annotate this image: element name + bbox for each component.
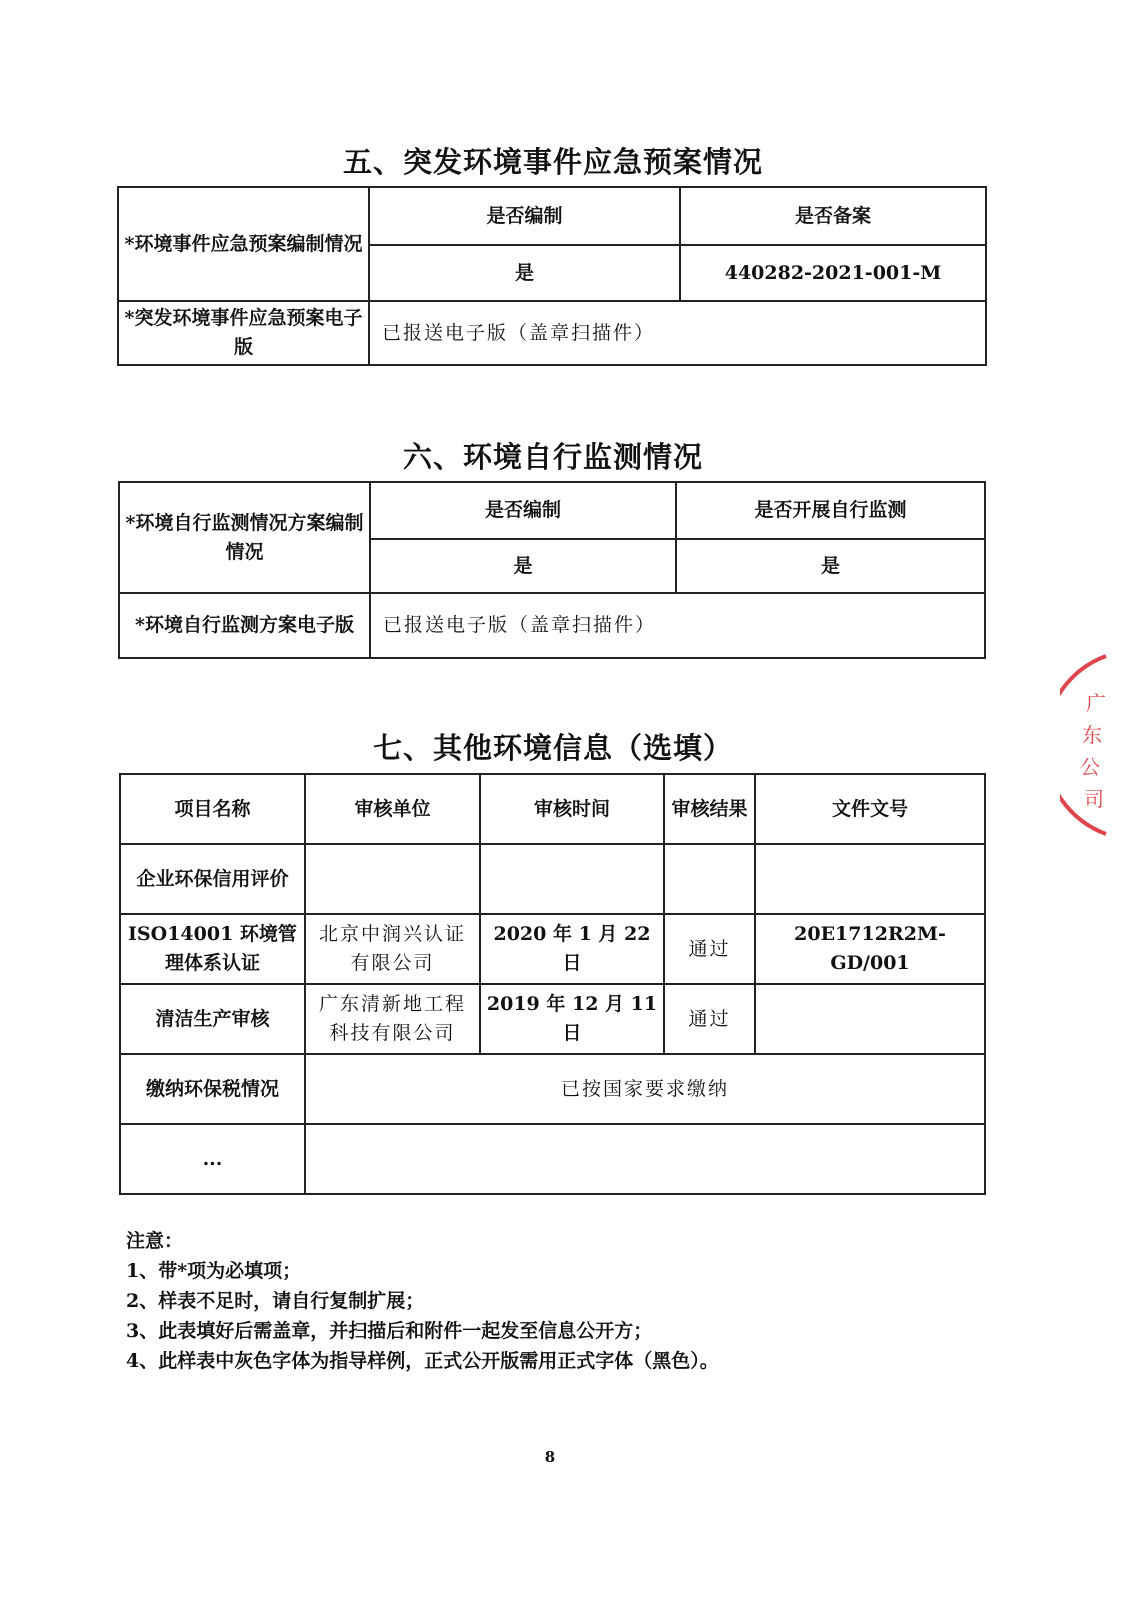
svg-text:司: 司 (1084, 787, 1104, 811)
audit-time: 2020 年 1 月 22 日 (480, 914, 664, 984)
compiled-value: 是 (370, 539, 676, 593)
audit-unit (305, 844, 480, 914)
section6-title: 六、环境自行监测情况 (402, 440, 703, 474)
ellipsis-cell: ... (120, 1124, 305, 1194)
audit-time (480, 844, 664, 914)
col-filed-header: 是否备案 (680, 187, 986, 245)
svg-text:东: 东 (1082, 723, 1102, 747)
monitoring-plan-label: *环境自行监测情况方案编制情况 (119, 482, 370, 593)
doc-number (755, 984, 985, 1054)
header-audit-result: 审核结果 (664, 774, 755, 844)
tax-value: 已按国家要求缴纳 (305, 1054, 985, 1124)
note-item: 3、此表填好后需盖章，并扫描后和附件一起发至信息公开方； (126, 1320, 653, 1342)
audit-result (664, 844, 755, 914)
col-compiled-header: 是否编制 (370, 482, 676, 539)
header-audit-time: 审核时间 (480, 774, 664, 844)
plan-electronic-value: 已报送电子版（盖章扫描件） (369, 301, 986, 365)
emergency-plan-table (117, 186, 987, 366)
monitoring-electronic-label: *环境自行监测方案电子版 (119, 593, 370, 658)
col-compiled-header: 是否编制 (369, 187, 680, 245)
table-row (120, 844, 985, 914)
table-row (120, 914, 985, 984)
plan-compile-label: *环境事件应急预案编制情况 (118, 187, 369, 301)
header-project-name: 项目名称 (120, 774, 305, 844)
audit-result: 通过 (664, 984, 755, 1054)
compiled-value: 是 (369, 245, 680, 301)
doc-number: 20E1712R2M-GD/001 (755, 914, 985, 984)
note-item: 2、样表不足时，请自行复制扩展； (126, 1290, 425, 1312)
notes-heading: 注意： (126, 1230, 184, 1252)
plan-electronic-label: *突发环境事件应急预案电子版 (118, 301, 369, 365)
page-number: 8 (544, 1448, 556, 1466)
company-seal-icon (1060, 650, 1110, 840)
col-monitoring-header: 是否开展自行监测 (676, 482, 985, 539)
monitoring-value: 是 (676, 539, 985, 593)
tax-label: 缴纳环保税情况 (120, 1054, 305, 1124)
section5-title: 五、突发环境事件应急预案情况 (342, 145, 763, 179)
doc-number (755, 844, 985, 914)
note-item: 1、带*项为必填项； (126, 1260, 302, 1282)
project-name: 清洁生产审核 (120, 984, 305, 1054)
empty-cell (305, 1124, 985, 1194)
audit-unit: 北京中润兴认证有限公司 (305, 914, 480, 984)
monitoring-electronic-value: 已报送电子版（盖章扫描件） (370, 593, 985, 658)
project-name: 企业环保信用评价 (120, 844, 305, 914)
svg-text:广: 广 (1086, 691, 1106, 715)
svg-text:公: 公 (1080, 755, 1100, 779)
audit-time: 2019 年 12 月 11 日 (480, 984, 664, 1054)
section7-title: 七、其他环境信息（选填） (372, 731, 733, 765)
other-info-table (119, 773, 986, 1195)
self-monitoring-table (118, 481, 986, 659)
audit-result: 通过 (664, 914, 755, 984)
audit-unit: 广东清新地工程科技有限公司 (305, 984, 480, 1054)
table-row (120, 984, 985, 1054)
header-doc-number: 文件文号 (755, 774, 985, 844)
notes (126, 1226, 719, 1376)
filed-value: 440282-2021-001-M (680, 245, 986, 301)
note-item: 4、此样表中灰色字体为指导样例，正式公开版需用正式字体（黑色）。 (126, 1350, 719, 1372)
header-audit-unit: 审核单位 (305, 774, 480, 844)
project-name: ISO14001 环境管理体系认证 (120, 914, 305, 984)
